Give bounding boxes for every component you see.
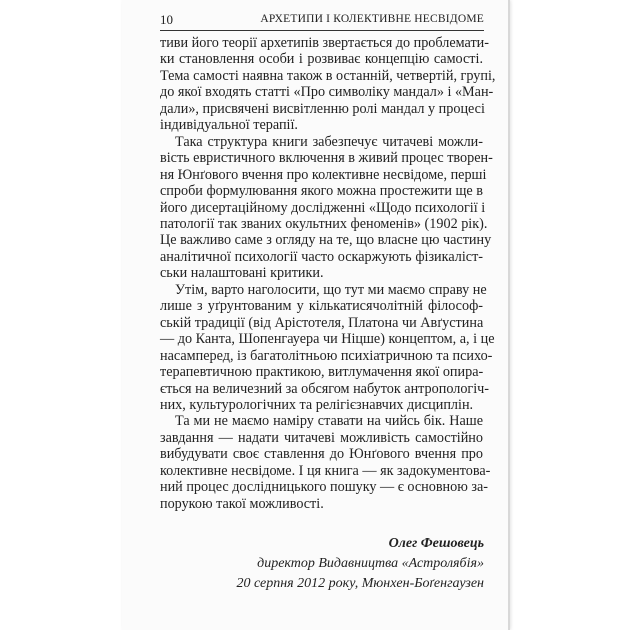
text-line: вість евристичного включення в живий процес творен-: [160, 150, 493, 167]
text-line: порукою такої можливості.: [160, 495, 324, 512]
running-header: [160, 10, 484, 31]
text-line: тиви його теорії архетипів звертається до проблемати-: [160, 35, 489, 51]
text-line: ється на величезний за обсягом набуток антропологіч-: [160, 380, 490, 397]
text-line: — до Канта, Шопенгауера чи Ніцше) концептом, а, і це: [160, 331, 495, 348]
paragraph: [160, 35, 496, 134]
text-line: ки становлення особи і розвиває концепцію самості.: [160, 51, 483, 68]
text-line: Тема самості наявна також в останній, четвертій, групі,: [160, 67, 496, 84]
text-line: Утім, варто наголосити, що тут ми маємо справу не: [175, 281, 487, 298]
text-line: його дисертаційному дослідженні «Щодо психології і: [160, 199, 486, 216]
signature-name: Олег Фешовець: [388, 536, 484, 551]
paragraph: [160, 133, 493, 282]
text-line: терапевтичною практикою, витлумачення якої опира-: [160, 364, 484, 381]
text-line: ськи налаштовані критики.: [160, 265, 324, 282]
text-line: дали», присвячені висвітленню ролі мандал у процесі: [160, 100, 485, 117]
text-line: насамперед, із багатолітньою психіатричною та психо-: [160, 347, 493, 364]
text-line: спроби формулювання якого можна простежити ще в: [160, 183, 483, 200]
text-line: ській традиції (від Арістотеля, Платона чи Авґустина: [160, 314, 484, 331]
text-line: аналітичної психології часто оскаржують фізикаліст-: [160, 248, 483, 265]
paragraph: [160, 281, 495, 414]
signature-block: [236, 534, 484, 594]
text-line: вибудувати своє ставлення до Юнґового вчення про: [160, 446, 483, 463]
text-line: ня Юнґового вчення про колективне несвідоме, перші: [160, 166, 487, 183]
text-line: до якої входять статті «Про символіку мандал» і «Ман-: [160, 84, 494, 101]
text-line: Така структура книги забезпечує читачеві можли-: [175, 133, 483, 150]
text-line: Це важливо саме з огляду на те, що власне цю частину: [160, 232, 492, 249]
book-page: [122, 0, 510, 630]
body-text: [160, 35, 496, 512]
paragraph: [160, 413, 491, 512]
signature-title: директор Видавництва «Астролябія»: [257, 556, 484, 571]
text-line: ний процес дослідницького пошуку — є основною за-: [160, 479, 489, 496]
text-line: них, культурологічних та релігієзнавчих дисциплін.: [160, 396, 474, 413]
text-line: лише з уґрунтованим у кількатисячолітній філософ-: [160, 298, 483, 315]
page-number: 10: [160, 12, 173, 27]
text-line: завдання — надати читачеві можливість самостійно: [160, 429, 483, 446]
running-title: АРХЕТИПИ І КОЛЕКТИВНЕ НЕСВІДОМЕ: [260, 13, 484, 25]
signature-date-place: 20 серпня 2012 року, Мюнхен-Боґенгаузен: [236, 576, 484, 591]
text-line: патології так званих окультних феноменів» (1902 рік).: [160, 215, 488, 232]
text-line: Та ми не маємо наміру ставати на чийсь бік. Наше: [175, 413, 483, 430]
text-line: колективне несвідоме. І ця книга — як задокументова-: [160, 462, 491, 479]
text-line: індивідуальної терапії.: [160, 117, 298, 134]
